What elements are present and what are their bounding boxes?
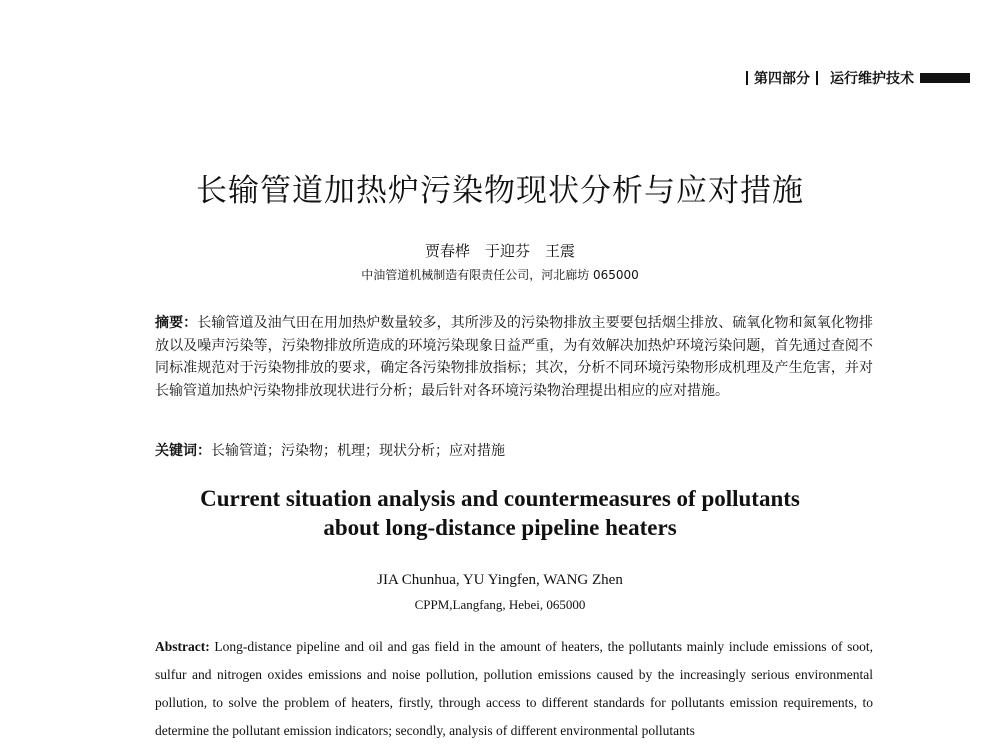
paper-title-en: [0, 484, 1000, 542]
abstract-text-en: Long-distance pipeline and oil and gas field in the amount of heaters, the pollutants mainly include emissions of soot, sulfur and nitrogen oxides emissions and noise pollution, pollution emissions caused by the increasingly serious environmental pollution, to solve the problem of heaters, firstly, through access to different standards for pollutants emission requirements, to determine the pollutant emission indicators; secondly, analysis of different environmental pollutants: [155, 639, 873, 738]
paper-title-cn: 长输管道加热炉污染物现状分析与应对措施: [196, 173, 804, 209]
keywords-cn: [155, 440, 873, 462]
abstract-text-cn: 长输管道及油气田在用加热炉数量较多，其所涉及的污染物排放主要要包括烟尘排放、硫氧化物和氮氧化物排放以及噪声污染等，污染物排放所造成的环境污染现象日益严重，为有效解决加热炉环境污染问题，首先通过查阅不同标准规范对于污染物排放的要求，确定各污染物排放指标；其次，分析不同环境污染物形成机理及产生危害，并对长输管道加热炉污染物排放现状进行分析；最后针对各环境污染物治理提出相应的应对措施。: [155, 315, 874, 399]
authors-en: JIA Chunhua, YU Yingfen, WANG Zhen: [377, 572, 623, 588]
keywords-text-cn: 长输管道；污染物；机理；现状分析；应对措施: [211, 443, 505, 459]
abstract-label-en: Abstract:: [155, 639, 210, 654]
keywords-label-cn: 关键词：: [155, 443, 211, 459]
abstract-en: [155, 633, 873, 745]
header-section: 第四部分: [754, 71, 810, 87]
running-header: [740, 68, 970, 88]
affiliation-cn: 中油管道机械制造有限责任公司，河北廊坊 065000: [361, 268, 639, 282]
header-divider: [816, 71, 818, 85]
title-en-line2: about long-distance pipeline heaters: [323, 515, 677, 540]
title-en-line1: Current situation analysis and countermeasures of pollutants: [200, 486, 800, 511]
authors-cn: 贾春桦 于迎芬 王震: [424, 242, 575, 260]
header-divider: [746, 71, 748, 85]
abstract-label-cn: 摘要：: [155, 315, 198, 331]
header-topic: 运行维护技术: [830, 71, 914, 87]
abstract-cn: [155, 312, 873, 402]
affiliation-en: CPPM,Langfang, Hebei, 065000: [414, 597, 586, 612]
header-bar: [920, 73, 970, 83]
